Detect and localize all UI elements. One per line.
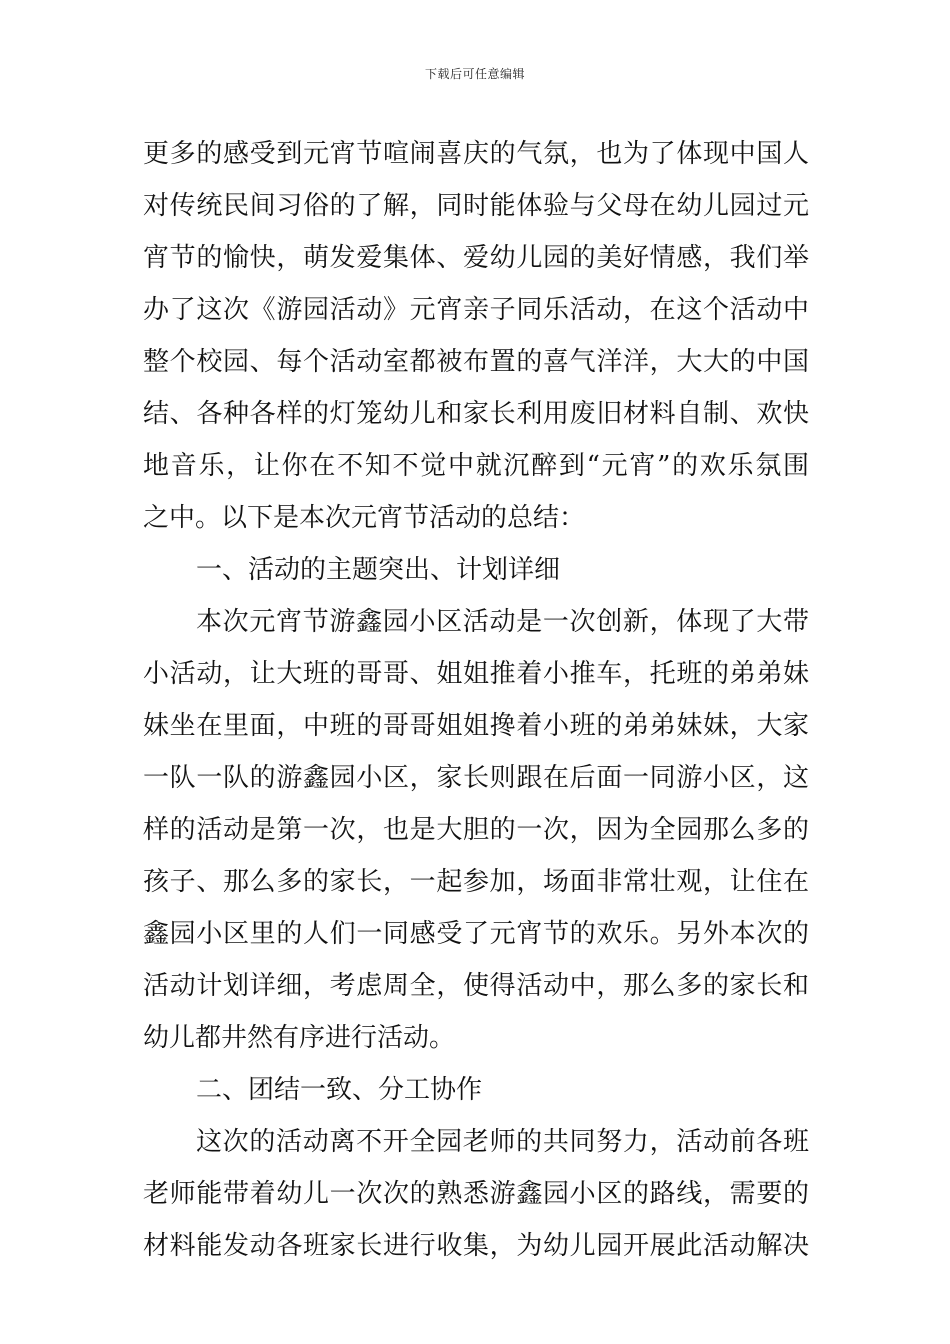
text-line: 对传统民间习俗的了解，同时能体验与父母在幼儿园过元 <box>143 191 809 221</box>
text-line: 办了这次《游园活动》元宵亲子同乐活动，在这个活动中 <box>143 295 809 325</box>
text-line: 材料能发动各班家长进行收集，为幼儿园开展此活动解决 <box>143 1231 809 1261</box>
text-line: 老师能带着幼儿一次次的熟悉游鑫园小区的路线，需要的 <box>143 1179 809 1209</box>
text-line: 小活动，让大班的哥哥、姐姐推着小推车，托班的弟弟妹 <box>143 659 809 689</box>
text-line: 结、各种各样的灯笼幼儿和家长利用废旧材料自制、欢快 <box>143 399 809 429</box>
section-heading-2: 二、团结一致、分工协作 <box>196 1075 483 1105</box>
text-line: 孩子、那么多的家长，一起参加，场面非常壮观，让住在 <box>143 867 809 897</box>
text-line: 之中。以下是本次元宵节活动的总结： <box>143 503 586 533</box>
text-line: 更多的感受到元宵节喧闹喜庆的气氛，也为了体现中国人 <box>143 139 809 169</box>
header-note: 下载后可任意编辑 <box>424 67 525 81</box>
text-line: 样的活动是第一次，也是大胆的一次，因为全园那么多的 <box>143 815 809 845</box>
text-line: 宵节的愉快，萌发爱集体、爱幼儿园的美好情感，我们举 <box>143 243 809 273</box>
text-line: 整个校园、每个活动室都被布置的喜气洋洋，大大的中国 <box>143 347 809 377</box>
section-heading-1: 一、活动的主题突出、计划详细 <box>196 555 561 585</box>
paragraph-start-line: 本次元宵节游鑫园小区活动是一次创新，体现了大带 <box>196 607 809 637</box>
text-line: 活动计划详细，考虑周全，使得活动中，那么多的家长和 <box>143 971 809 1001</box>
text-line: 妹坐在里面，中班的哥哥姐姐搀着小班的弟弟妹妹，大家 <box>143 711 809 741</box>
text-line: 鑫园小区里的人们一同感受了元宵节的欢乐。另外本次的 <box>143 919 809 949</box>
body-text <box>143 128 809 1272</box>
text-line: 一队一队的游鑫园小区，家长则跟在后面一同游小区，这 <box>143 763 809 793</box>
paragraph-start-line: 这次的活动离不开全园老师的共同努力，活动前各班 <box>196 1127 809 1157</box>
text-line: 幼儿都井然有序进行活动。 <box>143 1023 456 1053</box>
text-line: 地音乐，让你在不知不觉中就沉醉到“元宵”的欢乐氛围 <box>143 451 809 481</box>
